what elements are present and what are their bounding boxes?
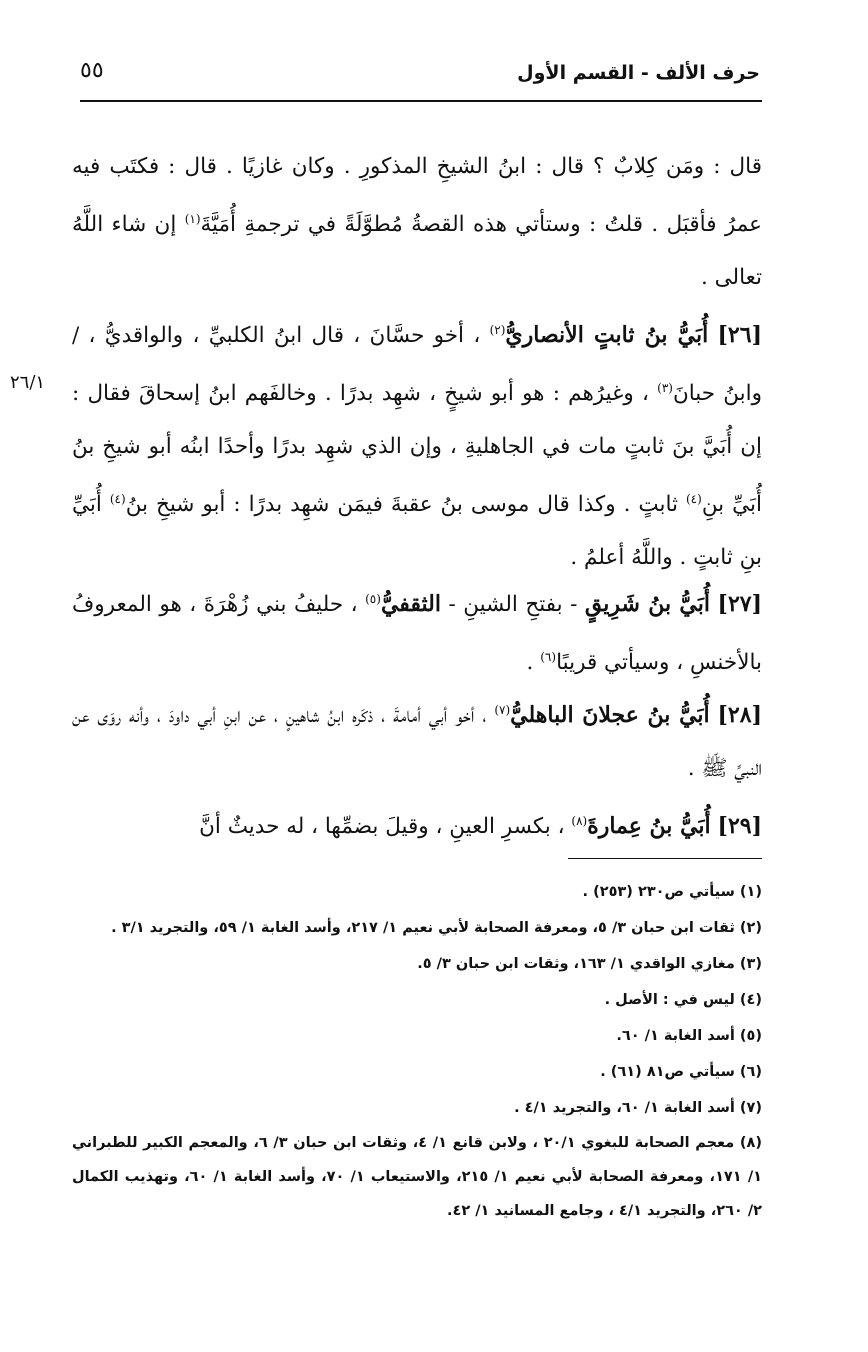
entry-text: ثابتٍ . وكذا قال موسى بنُ عقبةَ فيمَن شهِد بدرًا : أبو شيخِ بنُ	[125, 492, 679, 518]
entry-number: [٢٨]	[717, 702, 762, 729]
page-header	[80, 58, 760, 96]
entry-text: ، أخو حسَّانَ ، قال ابنُ الكلبيِّ ، والواقديُّ ، /وابنُ حبانَ	[72, 323, 762, 407]
footnote-5: (٥) أسد الغابة ١/ ٦٠.	[616, 1028, 762, 1044]
running-title: حرف الألف - القسم الأول	[517, 62, 760, 84]
footnote-6: (٦) سيأتي ص٨١ (٦١) .	[600, 1064, 762, 1080]
footnote-marker: (٣)	[657, 381, 673, 396]
header-rule	[80, 100, 762, 102]
footnote-7: (٧) أسد الغابة ١/ ٦٠، والتجريد ٤/١ .	[514, 1100, 762, 1116]
intro-text-end: إن شاء اللَّهُ تعالى .	[72, 212, 762, 291]
footnotes	[72, 874, 762, 1228]
footnote-8: (٨) معجم الصحابة للبغوي ٢٠/١ ، ولابن قانع ١/ ٤، وثقات ابن حبان ٣/ ٦، والمعجم الكبير للطبراني ١/ ١٧١، ومعرفة الصحابة لأبي نعيم ١/ ٢١٥، والاستيعاب ١/ ٧٠، وأسد الغابة ١/ ٦٠، وتهذيب الكمال ٢/ ٢٦٠، والتجريد ٤/١ ، وجامع المسانيد ١/ ٤٢.	[72, 1135, 762, 1219]
footnote-marker: (١)	[184, 212, 201, 226]
entry-text: ، حليفُ بني زُهْرَةَ ، هو المعروفُ بالأخنسِ ، وسيأتي قريبًا	[72, 592, 762, 676]
entry-27	[72, 573, 762, 689]
footnote-separator	[568, 858, 762, 859]
footnote-4: (٤) ليس في : الأصل .	[604, 992, 762, 1008]
entry-name: أُبَيُّ بنُ ثابتٍ الأنصاريُّ	[505, 322, 709, 349]
footnote-marker: (٤)	[109, 492, 126, 507]
entry-text: .	[526, 650, 534, 676]
entry-number: [٢٩]	[717, 813, 762, 840]
page-number: ٥٥	[80, 58, 104, 83]
footnote-marker: (٤)	[685, 492, 702, 507]
intro-text: قال : ومَن كِلابٌ ؟ قال : ابنُ الشيخِ المذكورِ . وكان غازيًا . قال : فكتَب فيه عمرُ فأقبَل . قلتُ : وستأتي هذه القصةُ مُطوَّلَةً في ترجمةِ أُمَيَّةَ	[72, 154, 762, 238]
entry-text: أُبَيِّ بنِ ثابتٍ . واللَّهُ أعلمُ .	[72, 492, 762, 571]
entry-text: - بفتحِ الشينِ -	[448, 592, 578, 618]
entry-text: ، وغيرُهم : هو أبو شيخٍ ، شهِد بدرًا . وخالفَهم ابنُ إسحاقَ فقال : إن أُبَيَّ بنَ ثابتٍ مات في الجاهليةِ ، وإن الذي شهِد بدرًا وأحدًا ابنُه أبو شيخِ بنُ أُبَيِّ بنِ	[72, 381, 762, 518]
footnote-2: (٢) ثقات ابن حبان ٣/ ٥، ومعرفة الصحابة لأبي نعيم ١/ ٢١٧، وأسد الغابة ١/ ٥٩، والتجريد ٣/١ .	[111, 920, 762, 936]
entry-name: أُبَيُّ بنُ عجلانَ الباهليُّ	[510, 702, 710, 729]
margin-reference: ٢٦/١	[10, 372, 46, 393]
footnote-marker: (٦)	[540, 650, 557, 665]
entry-name-nisba: الثقفيُّ	[380, 591, 441, 618]
entry-29	[72, 795, 762, 853]
intro-paragraph	[72, 140, 762, 304]
footnote-marker: (٢)	[489, 323, 506, 337]
footnote-1: (١) سيأتي ص٢٣٠ (٢٥٣) .	[582, 884, 762, 900]
entry-text: ، أخو أبي أمامةَ ، ذكَره ابنُ شاهينٍ ، عن ابنِ أبي داودَ ، وأنه روَى عن النبيِّ ﷺ .	[72, 703, 762, 782]
footnote-marker: (٥)	[365, 592, 381, 606]
entry-text: ، بكسرِ العينِ ، وقيلَ بضمِّها ، له حديثٌ أنَّ	[199, 814, 565, 840]
entry-name: أُبَيُّ بنُ عِمارةَ	[587, 813, 711, 840]
footnote-marker: (٧)	[494, 703, 511, 717]
footnote-marker: (٨)	[571, 814, 588, 828]
footnote-3: (٣) مغازي الواقدي ١/ ١٦٣، وثقات ابن حبان ٣/ ٥.	[417, 956, 762, 972]
entry-26	[72, 304, 762, 584]
entry-number: [٢٧]	[717, 591, 762, 618]
entry-28	[72, 684, 762, 795]
entry-number: [٢٦]	[717, 322, 762, 349]
entry-name: أُبَيُّ بنُ شَرِيقٍ	[584, 591, 710, 618]
